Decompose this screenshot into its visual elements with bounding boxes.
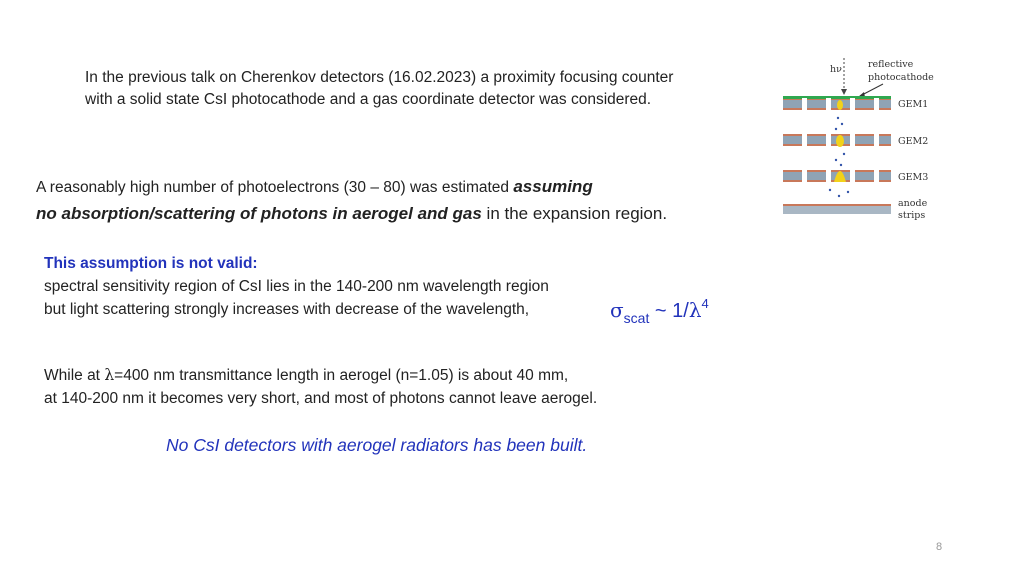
- transmittance-line-1-post: =400 nm transmittance length in aerogel (n=1.05) is about 40 mm,: [114, 367, 569, 384]
- sigma-symbol: σ: [610, 298, 624, 322]
- page-number: 8: [936, 541, 943, 553]
- assumption-line-1: spectral sensitivity region of CsI lies in the 140-200 nm wavelength region: [44, 278, 549, 295]
- intro-paragraph: [85, 67, 673, 111]
- estimate-paragraph: [36, 174, 667, 228]
- transmittance-line-1-pre: While at: [44, 367, 105, 384]
- formula-exponent: 4: [701, 296, 709, 311]
- transmittance-line-2: at 140-200 nm it becomes very short, and most of photons cannot leave aerogel.: [44, 390, 598, 407]
- assumption-heading: This assumption is not valid:: [44, 255, 258, 272]
- sigma-subscript: scat: [623, 310, 650, 326]
- anode-strips: [783, 204, 891, 214]
- estimate-line-2-text: in the expansion region.: [481, 204, 668, 223]
- gem2-foil: [783, 134, 891, 147]
- assumption-line-2: but light scattering strongly increases with decrease of the wavelength,: [44, 301, 530, 318]
- assumption-paragraph: [44, 252, 549, 321]
- photocathode-label-2: photocathode: [868, 72, 934, 83]
- hv-label: hν: [830, 64, 842, 75]
- conclusion-text: No CsI detectors with aerogel radiators has been built.: [166, 435, 588, 455]
- transmittance-lambda: λ: [104, 366, 115, 384]
- formula-relation: ~ 1/: [649, 300, 689, 322]
- intro-line-1: In the previous talk on Cherenkov detectors (16.02.2023) a proximity focusing counter: [85, 69, 674, 86]
- gem1-foil: [783, 96, 891, 110]
- photocathode-pointer-icon: [858, 84, 883, 97]
- gem3-foil: [783, 170, 891, 182]
- transmittance-paragraph: [44, 364, 597, 410]
- formula-lambda: λ: [688, 298, 702, 322]
- intro-line-2: with a solid state CsI photocathode and a gas coordinate detector was considered.: [85, 91, 652, 108]
- gem-detector-diagram: [778, 56, 938, 226]
- gem1-label: GEM1: [898, 99, 929, 110]
- scattering-formula: [610, 296, 709, 326]
- gem2-label: GEM2: [898, 136, 929, 147]
- estimate-line-2-emphasis: no absorption/scattering of photons in aerogel and gas: [36, 204, 482, 223]
- estimate-line-1-emphasis: assuming: [513, 177, 593, 196]
- electron-dots-icon: [829, 117, 849, 197]
- anode-label-1: anode: [898, 198, 928, 209]
- anode-label-2: strips: [898, 210, 926, 221]
- gem3-label: GEM3: [898, 172, 929, 183]
- photocathode-label-1: reflective: [868, 59, 914, 70]
- estimate-line-1-text: A reasonably high number of photoelectrons (30 – 80) was estimated: [36, 179, 514, 196]
